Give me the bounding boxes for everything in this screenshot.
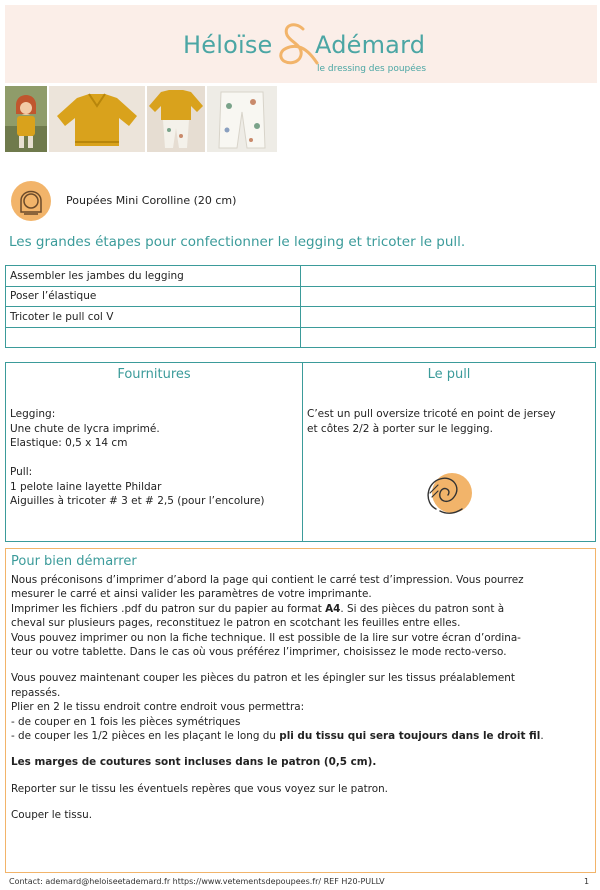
- brand-name-right: Adémard: [315, 31, 426, 59]
- getting-started-title: Pour bien démarrer: [11, 554, 137, 569]
- getting-started-box: [5, 548, 596, 873]
- ampersand-logo-icon: [273, 19, 319, 71]
- doll-face-icon: [10, 180, 52, 222]
- step-cell: Poser l’élastique: [6, 286, 301, 307]
- seam-allowance-note: Les marges de coutures sont incluses dans le patron (0,5 cm).: [11, 756, 377, 769]
- doll-photo: [5, 86, 47, 152]
- text-span: - de couper les 1/2 pièces en les plaçant le long du: [11, 730, 280, 743]
- paragraph-line: [11, 729, 590, 743]
- yarn-ball-icon: [418, 463, 478, 523]
- supplies-line: 1 pelote laine layette Phildar: [10, 480, 162, 493]
- paragraph-line: Vous pouvez imprimer ou non la fiche technique. Il est possible de la lire sur votre écran d’ordina-: [11, 631, 521, 644]
- supplies-line: Aiguilles à tricoter # 3 et # 2,5 (pour l’encolure): [10, 495, 265, 507]
- empty-cell: [301, 327, 596, 348]
- paragraph-line: mesurer le carré et ainsi valider les paramètres de votre imprimante.: [11, 588, 372, 601]
- supplies-line: Legging:: [10, 408, 56, 420]
- supplies-title: Fournitures: [117, 367, 191, 382]
- footer-contact: Contact: ademard@heloiseetademard.fr https://www.vetementsdepoupees.fr/ REF H20-PULLV: [9, 877, 385, 886]
- table-row: [6, 286, 596, 307]
- step-cell: Tricoter le pull col V: [6, 307, 301, 328]
- doll-model-label: Poupées Mini Corolline (20 cm): [66, 194, 237, 207]
- pull-title: Le pull: [427, 367, 471, 382]
- empty-cell: [301, 286, 596, 307]
- brand-name-left: Héloïse: [183, 31, 273, 59]
- paragraph-line: Plier en 2 le tissu endroit contre endroit vous permettra:: [11, 701, 305, 714]
- table-row: [6, 327, 596, 348]
- page-number: 1: [584, 877, 590, 886]
- pull-description-line: C’est un pull oversize tricoté en point de jersey: [307, 408, 556, 420]
- legging-photo: [207, 86, 277, 152]
- paragraph-line: Couper le tissu.: [11, 809, 93, 822]
- supplies-line: Une chute de lycra imprimé.: [10, 422, 160, 435]
- paper-format: A4: [325, 602, 341, 615]
- pull-description-line: et côtes 2/2 à porter sur le legging.: [307, 422, 493, 435]
- sweater-photo: [49, 86, 145, 152]
- text-span: .: [540, 730, 544, 743]
- pull-box: [302, 362, 596, 542]
- table-row: [6, 307, 596, 328]
- supplies-box: [5, 362, 303, 542]
- empty-cell: [301, 266, 596, 287]
- step-cell: [6, 327, 301, 348]
- steps-heading: Les grandes étapes pour confectionner le legging et tricoter le pull.: [9, 234, 466, 250]
- paragraph-line: repassés.: [11, 686, 61, 699]
- empty-cell: [301, 307, 596, 328]
- table-row: [6, 266, 596, 287]
- brand-tagline: le dressing des poupées: [317, 64, 427, 74]
- paragraph-line: Vous pouvez maintenant couper les pièces du patron et les épingler sur les tissus préalablement: [11, 672, 515, 685]
- paragraph-line: cheval sur plusieurs pages, reconstituez le patron en scotchant les feuilles entre elles.: [11, 617, 461, 630]
- supplies-line: Elastique: 0,5 x 14 cm: [10, 437, 128, 449]
- step-cell: Assembler les jambes du legging: [6, 266, 301, 287]
- grain-note: pli du tissu qui sera toujours dans le droit fil: [279, 730, 541, 743]
- supplies-line: Pull:: [10, 466, 33, 478]
- brand-logo: [175, 21, 445, 77]
- outfit-photo: [147, 86, 205, 152]
- page-header: [5, 5, 597, 83]
- steps-table: [5, 265, 596, 348]
- text-span: Imprimer les fichiers .pdf du patron sur du papier au format: [11, 602, 326, 615]
- paragraph-line: Nous préconisons d’imprimer d’abord la page qui contient le carré test d’impression. Vous pourrez: [11, 574, 524, 586]
- paragraph-line: teur ou votre tablette. Dans le cas où vous préférez l’imprimer, choisissez le mode recto-verso.: [11, 646, 507, 659]
- text-span: . Si des pièces du patron sont à: [340, 602, 505, 615]
- paragraph-line: - de couper en 1 fois les pièces symétriques: [11, 715, 241, 728]
- paragraph-line: [11, 602, 590, 616]
- paragraph-line: Reporter sur le tissu les éventuels repères que vous voyez sur le patron.: [11, 782, 388, 795]
